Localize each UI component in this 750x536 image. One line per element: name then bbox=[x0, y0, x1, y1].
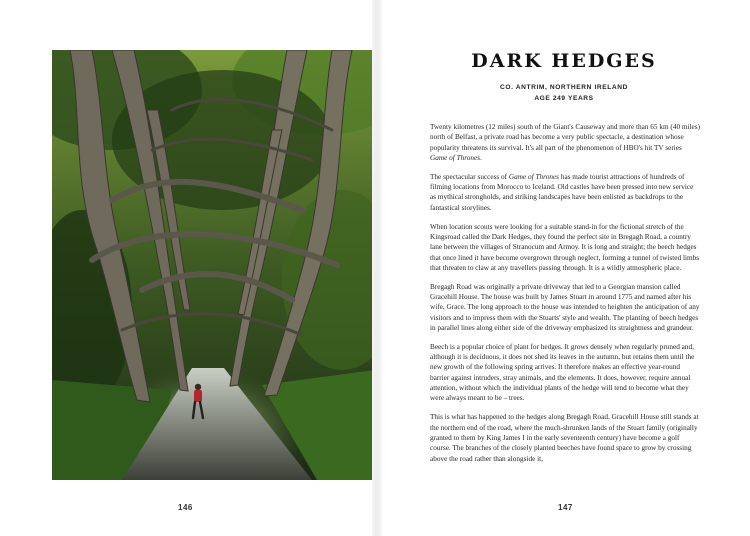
paragraph-text: Beech is a popular choice of plant for hedges. It grows densely when regularly pruned and, although it is deciduous, it does not shed its leaves in the autumn, but retains them until the new growth of the following spring arrives. It therefore makes an effective year-round barrier against intruders, stray animals, and the elements. It does, however, require annual attention, without which the individual plants of the hedge will tend to become what they were always meant to be – trees. bbox=[430, 342, 695, 403]
paragraph-text: Bregagh Road was originally a private driveway that led to a Georgian mansion called Gracehill House. The house was built by James Stuart in around 1775 and named after his wife, Grace. The long approach to the house was intended to heighten the anticipation of any visitors and to impress them with the Stuarts' style and wealth. The planting of beech hedges in parallel lines along either side of the driveway emphasized its straightness and grandeur. bbox=[430, 282, 700, 333]
paragraph-text: has made tourist attractions of hundreds of filming locations from Morocco to Iceland. Old castles have been pressed into new service as mythical strongholds, and striking landscapes have been enlisted as backdrops to the fantastical storylines. bbox=[430, 172, 694, 212]
tree-tunnel-illustration bbox=[52, 50, 375, 480]
page-number-left: 146 bbox=[178, 503, 193, 512]
article-body bbox=[430, 122, 700, 464]
italic-title-text: Game of Thrones bbox=[430, 154, 481, 163]
page-number-right: 147 bbox=[558, 503, 573, 512]
paragraph-text: . bbox=[480, 154, 482, 163]
paragraph-text: The spectacular success of bbox=[430, 172, 509, 181]
paragraph bbox=[430, 222, 700, 274]
page-title: DARK HEDGES bbox=[471, 50, 657, 72]
age-subtitle: AGE 249 YEARS bbox=[534, 95, 594, 102]
paragraph bbox=[430, 122, 700, 163]
paragraph bbox=[430, 172, 700, 213]
paragraph-text: When location scouts were looking for a suitable stand-in for the fictional stretch of the Kingsroad called the Dark Hedges, they found the perfect site in Bregagh Road, a country lane between the villages of Stranocum and Armoy. It is long and straight; the beech hedges that once lined it have become overgrown through neglect, forming a tunnel of twisted limbs that threaten to claw at any travellers passing through. It is a wildly atmospheric place. bbox=[430, 222, 700, 272]
paragraph bbox=[430, 412, 700, 464]
paragraph bbox=[430, 282, 700, 334]
paragraph-text: This is what has happened to the hedges along Bregagh Road. Gracehill House still stands at the northern end of the road, where the much-shrunken lands of the Stuart family (originally granted to them by King James I in the early seventeenth century) have become a golf course. The branches of the closely planted beeches have found space to grow by crossing above the road rather than alongside it, bbox=[430, 413, 699, 463]
location-subtitle: CO. ANTRIM, NORTHERN IRELAND bbox=[500, 84, 628, 91]
paragraph bbox=[430, 342, 700, 404]
book-gutter bbox=[372, 0, 382, 536]
italic-title-text: Game of Thrones bbox=[508, 172, 559, 181]
dark-hedges-photo bbox=[52, 50, 375, 480]
paragraph-text: Twenty kilometres (12 miles) south of the Giant's Causeway and more than 65 km (40 miles) north of Belfast, a private road has become a very public spectacle, a destination whose popularity threatens its survival. It's all part of the phenomenon of HBO's hit TV series bbox=[430, 123, 701, 152]
